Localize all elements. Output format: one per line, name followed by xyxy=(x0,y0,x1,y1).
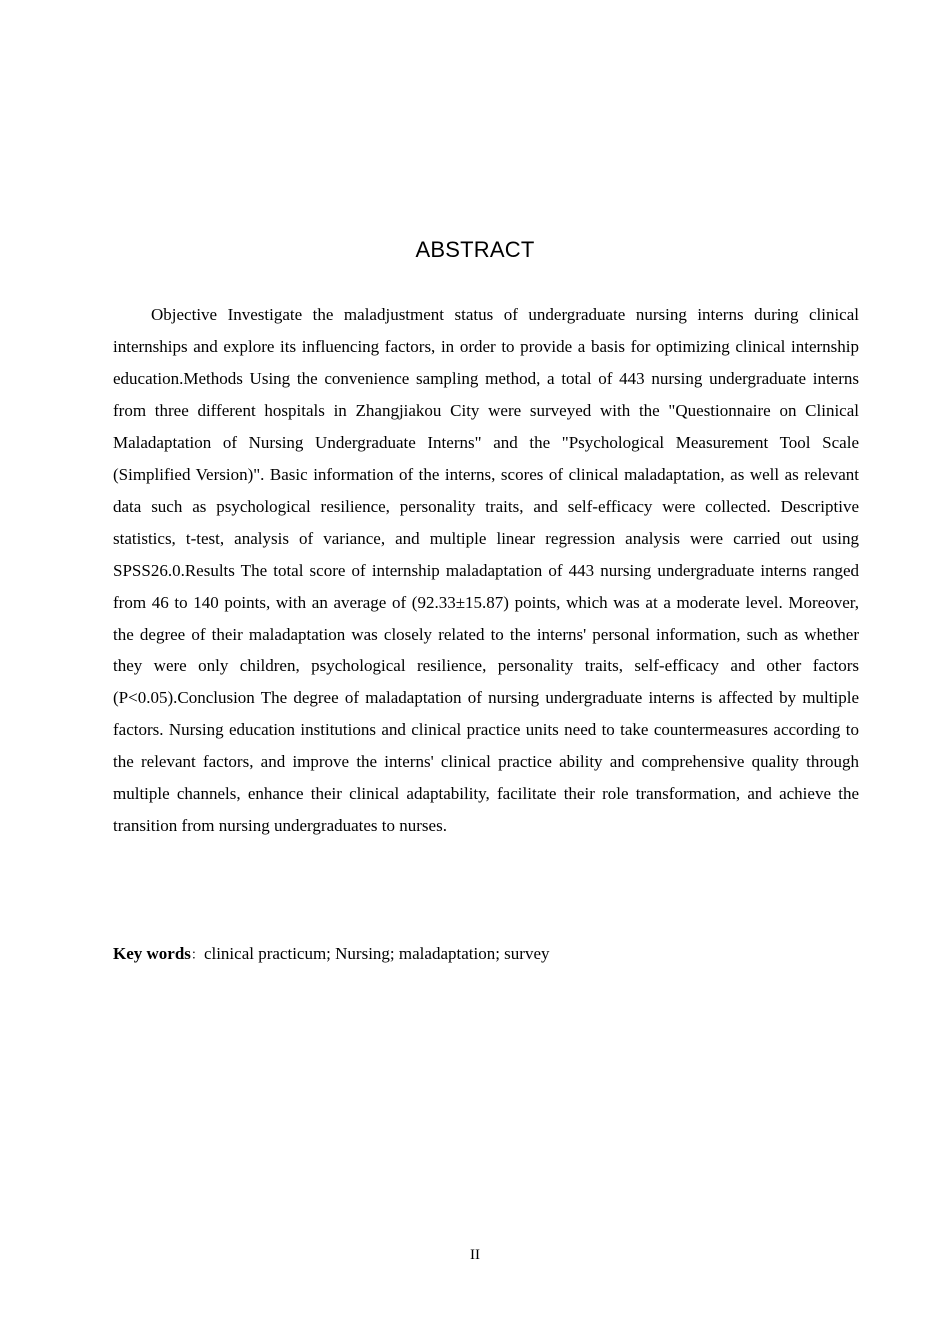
keywords-line xyxy=(113,938,859,972)
abstract-heading: ABSTRACT xyxy=(415,237,535,262)
keywords-label: Key words xyxy=(113,944,191,963)
keywords-value: clinical practicum; Nursing; maladaptation; survey xyxy=(203,944,550,963)
abstract-body: Objective Investigate the maladjustment status of undergraduate nursing interns during clinical internships and explore its influencing factors, in order to provide a basis for optimizing clinical internship education.Methods Using the convenience sampling method, a total of 443 nursing undergraduate interns from three different hospitals in Zhangjiakou City were surveyed with the "Questionnaire on Clinical Maladaptation of Nursing Undergraduate Interns" and the "Psychological Measurement Tool Scale (Simplified Version)". Basic information of the interns, scores of clinical maladaptation, as well as relevant data such as psychological resilience, personality traits, and self-efficacy were collected. Descriptive statistics, t-test, analysis of variance, and multiple linear regression analysis were carried out using SPSS26.0.Results The total score of internship maladaptation of 443 nursing undergraduate interns ranged from 46 to 140 points, with an average of (92.33±15.87) points, which was at a moderate level. Moreover, the degree of their maladaptation was closely related to the interns' personal information, such as whether they were only children, psychological resilience, personality traits, self-efficacy and other factors (P<0.05).Conclusion The degree of maladaptation of nursing undergraduate interns is affected by multiple factors. Nursing education institutions and clinical practice units need to take countermeasures according to the relevant factors, and improve the interns' clinical practice ability and comprehensive quality through multiple channels, enhance their clinical adaptability, facilitate their role transformation, and achieve the transition from nursing undergraduates to nurses. xyxy=(113,305,859,836)
keywords-separator: ： xyxy=(190,948,204,963)
page-number: II xyxy=(470,1247,480,1263)
